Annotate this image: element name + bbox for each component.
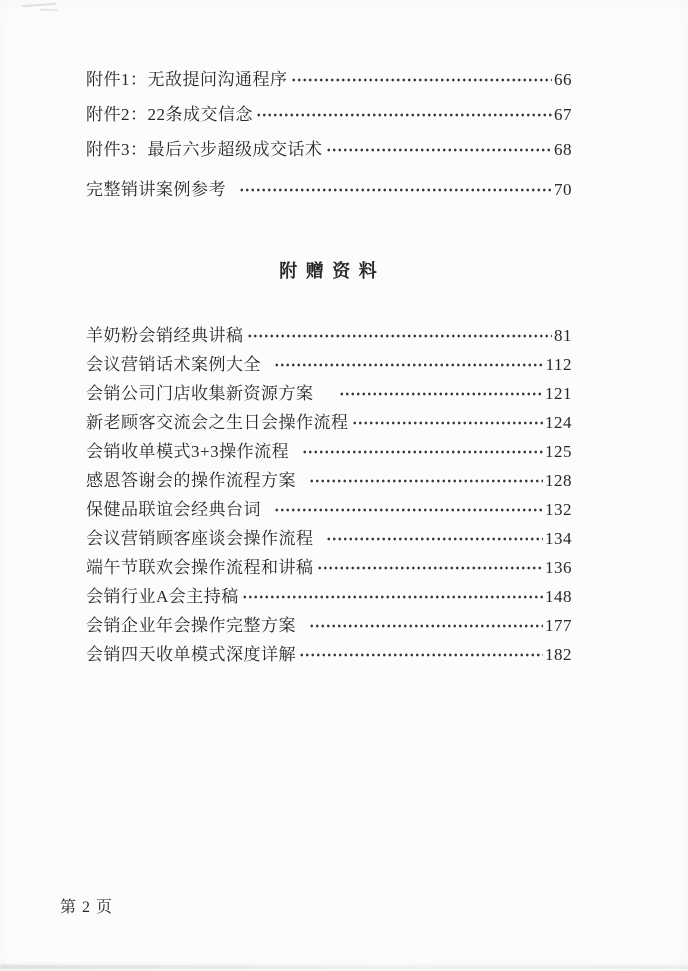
dot-leader [247,325,553,346]
toc-entry-page: 148 [545,587,572,606]
dot-leader [309,615,544,636]
toc-entry [86,470,572,491]
toc-content [86,0,572,673]
toc-entry [86,104,572,125]
toc-entry [86,325,572,346]
toc-entry-page: 68 [554,140,572,159]
scan-smudge-bottom-edge [0,965,688,969]
dot-leader [239,179,553,200]
toc-entry-page: 132 [545,500,572,519]
toc-entry-title: 附件1：无敌提问沟通程序 [86,70,288,89]
bonus-materials-heading: 附 赠 资 料 [279,261,379,281]
toc-entry-page: 128 [545,471,572,490]
toc-entry-page: 182 [545,645,572,664]
toc-entry-title: 会议营销顾客座谈会操作流程 [86,529,323,548]
attachments-section [86,69,572,160]
bonus-materials-section [86,325,572,665]
page-number: 第 2 页 [60,899,114,916]
toc-entry [86,586,572,607]
dot-leader [309,470,544,491]
toc-entry-page: 112 [545,355,572,374]
toc-entry-title: 保健品联谊会经典台词 [86,500,271,519]
toc-entry-title: 会销收单模式3+3操作流程 [86,442,299,461]
scan-smudge-top-left [22,3,56,7]
dot-leader [256,104,552,125]
toc-entry-title: 感恩答谢会的操作流程方案 [86,471,306,490]
dot-leader [352,412,544,433]
toc-entry-title: 羊奶粉会销经典讲稿 [86,326,244,345]
toc-entry-page: 125 [545,442,572,461]
toc-entry-page: 134 [545,529,572,548]
toc-entry-page: 121 [545,384,572,403]
toc-entry-title: 会销企业年会操作完整方案 [86,616,306,635]
toc-entry-case-reference [86,179,572,200]
toc-entry [86,644,572,665]
toc-entry-title: 会议营销话术案例大全 [86,355,271,374]
toc-entry [86,441,572,462]
toc-entry-page: 70 [554,180,572,199]
toc-entry [86,499,572,520]
toc-entry-title: 新老顾客交流会之生日会操作流程 [86,413,349,432]
dot-leader [302,441,543,462]
dot-leader [274,499,544,520]
toc-entry [86,557,572,578]
toc-entry-page: 177 [545,616,572,635]
dot-leader [339,383,543,404]
toc-entry-page: 81 [554,326,572,345]
toc-entry-title: 会销公司门店收集新资源方案 [86,384,336,403]
toc-entry [86,615,572,636]
toc-entry [86,383,572,404]
dot-leader [326,528,543,549]
toc-entry-page: 124 [545,413,572,432]
toc-entry [86,139,572,160]
toc-entry-title: 会销四天收单模式深度详解 [86,645,296,664]
toc-entry [86,354,572,375]
toc-entry [86,69,572,90]
toc-entry-title: 附件2：22条成交信念 [86,105,253,124]
scan-smudge-top-left-2 [40,9,58,12]
toc-entry [86,528,572,549]
dot-leader [274,354,544,375]
toc-entry-title: 完整销讲案例参考 [86,180,236,199]
page-number-footer [60,894,113,917]
dot-leader [317,557,544,578]
toc-entry-page: 66 [554,70,572,89]
dot-leader [326,139,553,160]
dot-leader [242,586,543,607]
toc-entry [86,412,572,433]
toc-entry-title: 会销行业A会主持稿 [86,587,239,606]
toc-entry-title: 附件3：最后六步超级成交话术 [86,140,323,159]
toc-entry-title: 端午节联欢会操作流程和讲稿 [86,558,314,577]
dot-leader [291,69,553,90]
toc-entry-page: 67 [554,105,572,124]
toc-entry-page: 136 [545,558,572,577]
dot-leader [299,644,543,665]
